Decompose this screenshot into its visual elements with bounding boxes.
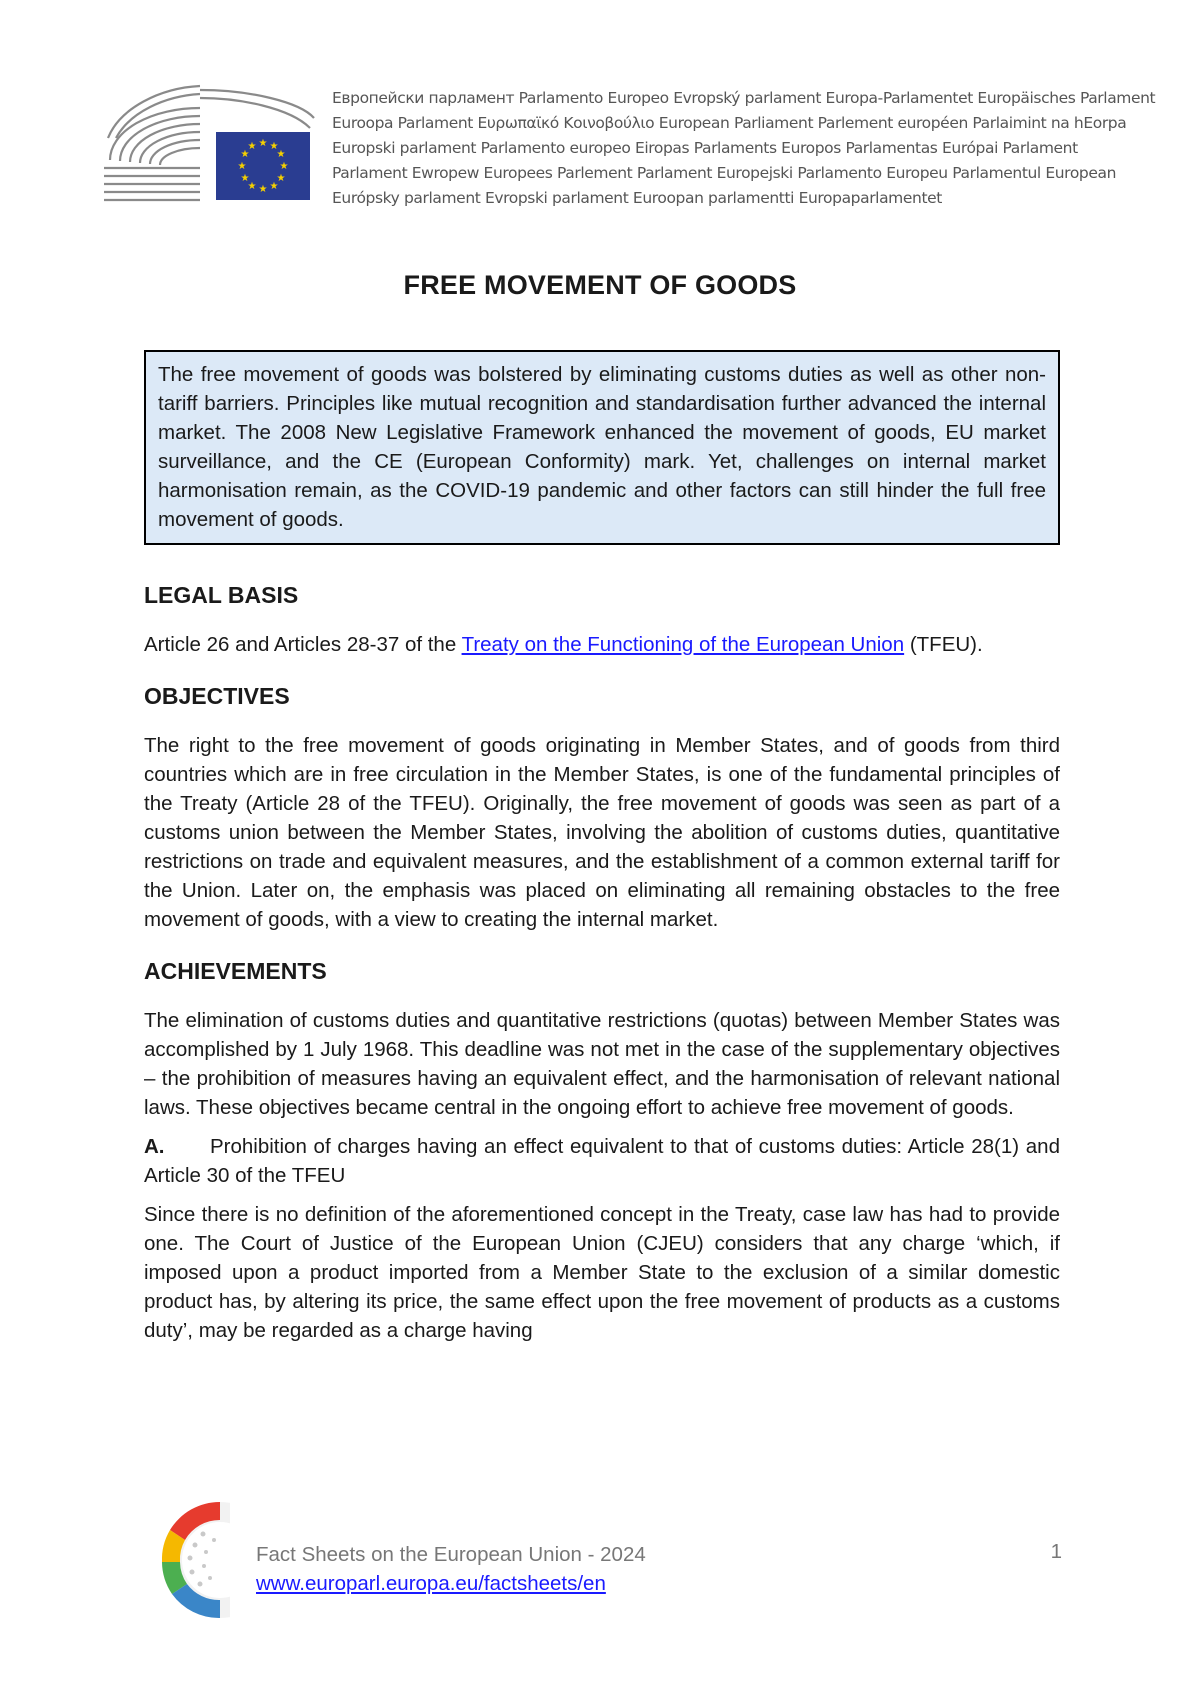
summary-box: The free movement of goods was bolstered by eliminating customs duties as well as other non-tariff barriers. Principles like mutual recognition and standardisation further advanced the internal market. The 2008 New Legislative Framework enhanced the movement of goods, EU market surveillance, and the CE (European Conformity) mark. Yet, challenges on internal market harmonisation remain, as the COVID-19 pandemic and other factors can still hinder the full free movement of goods. xyxy=(144,350,1060,545)
svg-text:★: ★ xyxy=(258,184,268,195)
language-line: Euroopa Parlament Ευρωπαϊκό Κοινοβούλιο European Parliament Parlement européen Parlaimint na hEorpa xyxy=(332,114,1127,132)
legal-basis-text-end: (TFEU). xyxy=(904,633,983,656)
svg-text:★: ★ xyxy=(247,181,257,192)
objectives-text: The right to the free movement of goods originating in Member States, and of goods from third countries which are in free circulation in the Member States, is one of the fundamental principles of the Treaty (Article 28 of the TFEU). Originally, the free movement of goods was seen as part of a customs union between the Member States, involving the abolition of customs duties, quantitative restrictions on trade and equivalent measures, and the establishment of a common external tariff for the Union. Later on, the emphasis was placed on eliminating all remaining obstacles to the free movement of goods, with a view to creating the internal market. xyxy=(144,734,1060,931)
tfeu-link[interactable]: Treaty on the Functioning of the European Union xyxy=(461,633,905,656)
language-list xyxy=(332,86,1156,211)
legal-basis-text-start: Article 26 and Articles 28-37 of the xyxy=(144,633,462,656)
language-line: Európsky parlament Evropski parlament Euroopan parlamentti Europaparlamentet xyxy=(332,189,942,207)
svg-text:★: ★ xyxy=(269,181,279,192)
svg-text:★: ★ xyxy=(237,161,247,172)
subsection-title: Prohibition of charges having an effect equivalent to that of customs duties: Article 28(1) and Article 30 of the TFEU xyxy=(144,1135,1060,1187)
objectives-heading: OBJECTIVES xyxy=(144,683,290,709)
svg-text:★: ★ xyxy=(276,173,286,184)
achievements-heading: ACHIEVEMENTS xyxy=(144,958,327,984)
achievements-intro: The elimination of customs duties and quantitative restrictions (quotas) between Member States was accomplished by 1 July 1968. This deadline was not met in the case of the supplementary objectives – the prohibition of measures having an equivalent effect, and the harmonisation of relevant national laws. These objectives became central in the ongoing effort to achieve free movement of goods. xyxy=(144,1009,1060,1119)
footer-series: Fact Sheets on the European Union - 2024 xyxy=(256,1543,646,1566)
svg-text:★: ★ xyxy=(276,149,286,160)
european-parliament-logo xyxy=(100,78,315,208)
subsection-a-text: Since there is no definition of the aforementioned concept in the Treaty, case law has had to provide one. The Court of Justice of the European Union (CJEU) considers that any charge ‘which, if imposed upon a product imported from a Member State to the exclusion of a similar domestic product has, by altering its price, the same effect upon the free movement of products as a customs duty’, may be regarded as a charge having xyxy=(144,1203,1060,1342)
footer xyxy=(140,1500,1070,1630)
svg-text:★: ★ xyxy=(258,138,268,149)
footer-text xyxy=(256,1540,646,1598)
factsheets-logo xyxy=(140,1500,230,1620)
factsheets-link[interactable]: www.europarl.europa.eu/factsheets/en xyxy=(256,1572,606,1595)
language-line: Parlament Ewropew Europees Parlement Parlament Europejski Parlamento Europeu Parlamentul European xyxy=(332,164,1116,182)
main-content xyxy=(144,580,1060,1355)
svg-text:★: ★ xyxy=(240,173,250,184)
svg-text:★: ★ xyxy=(247,141,257,152)
language-line: Europski parlament Parlamento europeo Eiropas Parlaments Europos Parlamentas Európai Parlament xyxy=(332,139,1078,157)
legal-basis-text xyxy=(144,630,1060,659)
svg-text:★: ★ xyxy=(269,141,279,152)
language-line: Европейски парламент Parlamento Europeo Evropský parlament Europa-Parlamentet Europäisches Parlament xyxy=(332,89,1156,107)
svg-text:★: ★ xyxy=(279,161,289,172)
header xyxy=(100,78,1156,213)
legal-basis-heading: LEGAL BASIS xyxy=(144,582,299,608)
subsection-a-heading xyxy=(144,1132,1060,1190)
page-title: FREE MOVEMENT OF GOODS xyxy=(403,270,797,300)
subsection-letter: A. xyxy=(144,1135,165,1158)
page-number: 1 xyxy=(1050,1540,1062,1563)
svg-text:★: ★ xyxy=(240,149,250,160)
